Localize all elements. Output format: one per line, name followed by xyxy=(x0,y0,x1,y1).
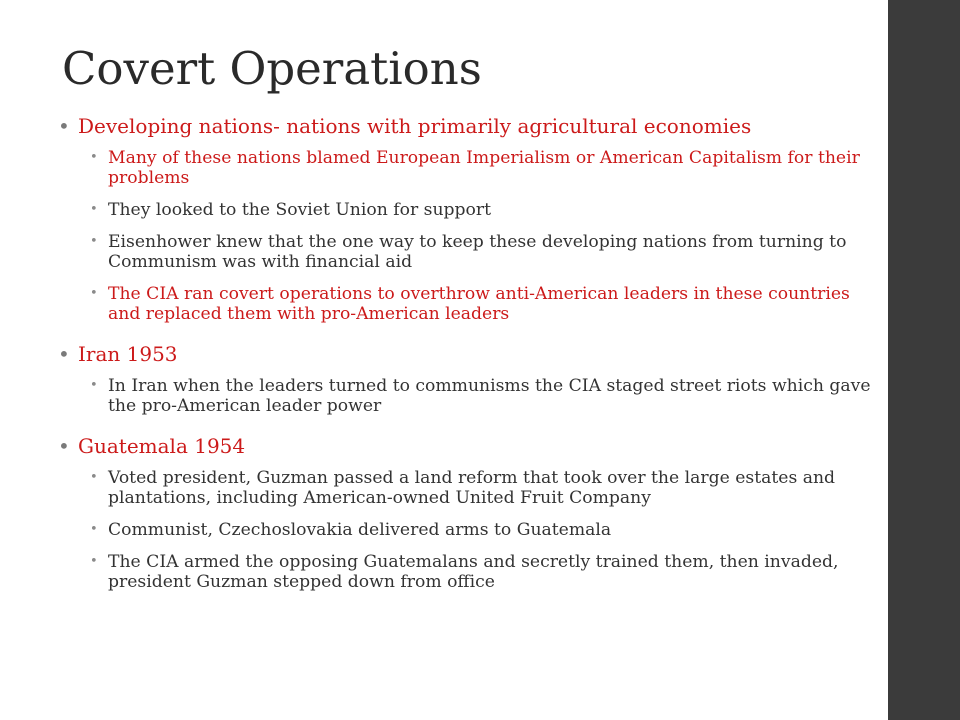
heading-text: Developing nations- nations with primarily agricultural economies xyxy=(78,114,752,138)
bullet-heading xyxy=(58,342,883,366)
sub-bullet-dot-icon: • xyxy=(90,522,98,537)
section-iran xyxy=(58,342,883,416)
slide-sidebar xyxy=(888,0,960,720)
bullet-heading xyxy=(58,434,883,458)
sub-bullet xyxy=(58,376,883,416)
slide-title: Covert Operations xyxy=(62,42,482,95)
sub-bullet-text: Voted president, Guzman passed a land reform that took over the large estates and plantations, including American-owned United Fruit Company xyxy=(108,468,836,508)
sub-bullet xyxy=(58,468,883,508)
sub-bullet xyxy=(58,552,883,592)
sub-bullet xyxy=(58,200,883,220)
sub-bullet-dot-icon: • xyxy=(90,234,98,249)
sub-bullet-dot-icon: • xyxy=(90,554,98,569)
heading-text: Iran 1953 xyxy=(78,342,178,366)
sub-bullet-text: Communist, Czechoslovakia delivered arms to Guatemala xyxy=(108,520,612,540)
bullet-dot-icon: • xyxy=(58,342,70,366)
sub-bullet-text: Eisenhower knew that the one way to keep these developing nations from turning to Communism was with financial aid xyxy=(108,232,847,272)
sub-bullet-dot-icon: • xyxy=(90,286,98,301)
sub-bullet-text: Many of these nations blamed European Imperialism or American Capitalism for their problems xyxy=(108,148,860,188)
slide-content xyxy=(58,114,883,610)
sub-bullet-text: The CIA ran covert operations to overthrow anti-American leaders in these countries and replaced them with pro-American leaders xyxy=(108,284,850,324)
section-developing-nations xyxy=(58,114,883,324)
sub-bullet-text: In Iran when the leaders turned to communisms the CIA staged street riots which gave the pro-American leader power xyxy=(108,376,871,416)
bullet-dot-icon: • xyxy=(58,434,70,458)
section-guatemala xyxy=(58,434,883,592)
heading-text: Guatemala 1954 xyxy=(78,434,246,458)
bullet-heading xyxy=(58,114,883,138)
sub-bullet-text: They looked to the Soviet Union for support xyxy=(108,200,492,220)
sub-bullet xyxy=(58,148,883,188)
sub-bullet-dot-icon: • xyxy=(90,378,98,393)
sub-bullet-dot-icon: • xyxy=(90,150,98,165)
sub-bullet-dot-icon: • xyxy=(90,202,98,217)
sub-bullet-text: The CIA armed the opposing Guatemalans and secretly trained them, then invaded, president Guzman stepped down from office xyxy=(108,552,839,592)
bullet-dot-icon: • xyxy=(58,114,70,138)
sub-bullet-dot-icon: • xyxy=(90,470,98,485)
sub-bullet xyxy=(58,520,883,540)
sub-bullet xyxy=(58,232,883,272)
sub-bullet xyxy=(58,284,883,324)
